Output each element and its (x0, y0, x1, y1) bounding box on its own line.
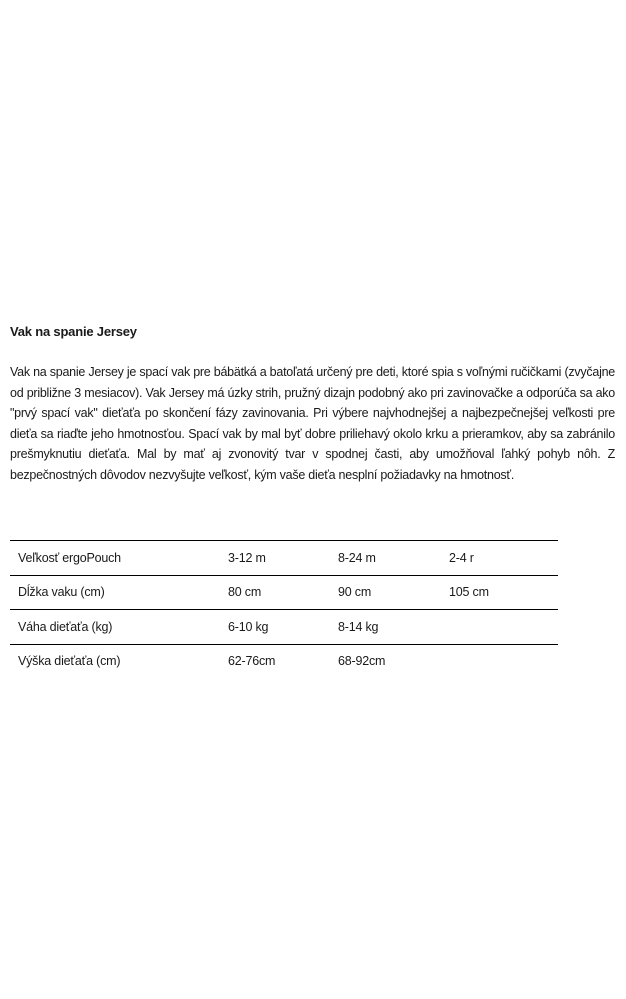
size-table (10, 540, 558, 678)
row-label: Váha dieťaťa (kg) (18, 619, 113, 634)
row-label: Veľkosť ergoPouch (18, 550, 121, 565)
table-row (10, 575, 558, 610)
row-label: Dĺžka vaku (cm) (18, 585, 105, 600)
product-description: Vak na spanie Jersey je spací vak pre bábätká a batoľatá určený pre deti, ktoré spia s voľnými ručičkami (zvyčajne od približne 3 mesiacov). Vak Jersey má úzky strih, pružný dizajn podobný ako pri zavinovačke a odporúča sa ako "prvý spací vak" dieťaťa po skončení fázy zavinovania. Pri výbere najvhodnejšej a najbezpečnejšej veľkosti pre dieťa sa riaďte jeho hmotnosťou. Spací vak by mal byť dobre priliehavý okolo krku a prieramkov, aby sa zabránilo prešmyknutiu dieťaťa. Mal by mať aj zvonovitý tvar v spodnej časti, aby umožňoval ľahký pohyb nôh. Z bezpečnostných dôvodov nezvyšujte veľkosť, kým vaše dieťa nesplní požiadavky na hmotnosť. (10, 365, 615, 482)
row-value: 8-24 m (338, 550, 376, 565)
product-title: Vak na spanie Jersey (10, 324, 137, 339)
table-row (10, 644, 558, 679)
row-value: 6-10 kg (228, 619, 269, 634)
row-value: 8-14 kg (338, 619, 379, 634)
row-value: 90 cm (338, 585, 372, 600)
table-row (10, 609, 558, 644)
row-value: 3-12 m (228, 550, 266, 565)
row-label: Výška dieťaťa (cm) (18, 654, 121, 669)
row-value: 62-76cm (228, 654, 276, 669)
table-row (10, 540, 558, 575)
row-value: 105 cm (449, 585, 489, 600)
row-value: 68-92cm (338, 654, 386, 669)
row-value: 2-4 r (449, 550, 474, 565)
row-value: 80 cm (228, 585, 262, 600)
